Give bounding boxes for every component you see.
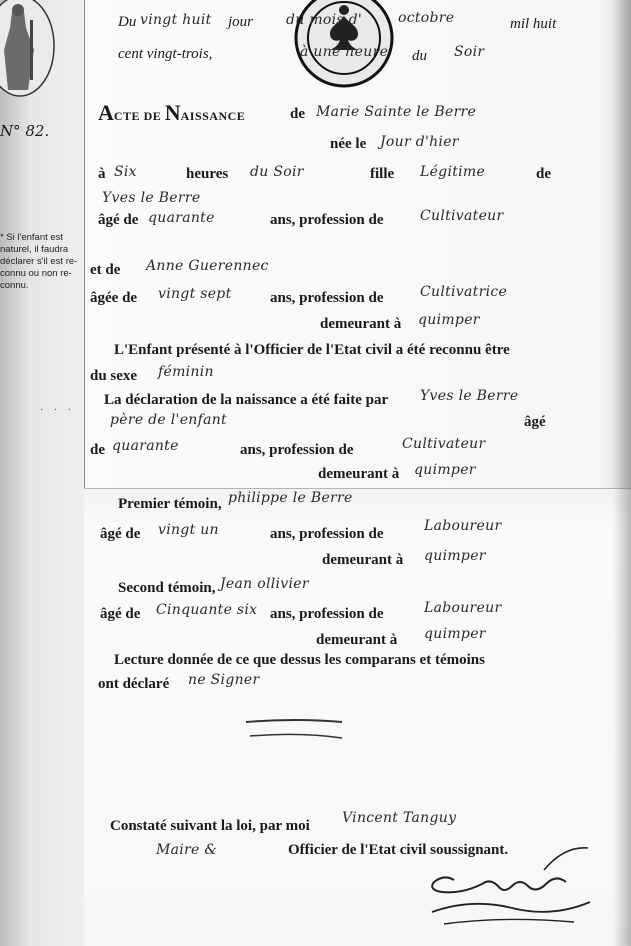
header-cent-vingt-trois: cent vingt-trois,: [118, 46, 213, 62]
mother-age-label: âgée de: [90, 290, 138, 306]
witness1-age-handwritten: vingt un: [158, 522, 219, 538]
witness1-label: Premier témoin,: [118, 496, 222, 512]
acte-a: à: [98, 166, 106, 182]
attested-line2: Officier de l'Etat civil soussignant.: [288, 842, 509, 858]
legitimacy-handwritten: Légitime: [420, 164, 486, 180]
page-seam: [84, 0, 85, 490]
officer-signature-icon: [424, 842, 594, 932]
header-du-mois: du mois d': [286, 12, 363, 28]
witness2-age-label: âgé de: [100, 606, 141, 622]
officer-name-handwritten: Vincent Tanguy: [342, 810, 457, 826]
declarant-residence-label: demeurant à: [318, 466, 400, 482]
declarant-relation-handwritten: père de l'enfant: [110, 412, 227, 428]
reading-line2: ont déclaré: [98, 676, 170, 692]
acte-de2: de: [536, 166, 551, 182]
mother-profession-label: ans, profession de: [270, 290, 384, 306]
header-soir-handwritten: Soir: [454, 44, 485, 60]
margin-footnote: [0, 232, 82, 292]
witness2-profession-label: ans, profession de: [270, 606, 384, 622]
declaration-text: La déclaration de la naissance a été faite par: [104, 392, 389, 408]
mother-profession-handwritten: Cultivatrice: [420, 284, 508, 300]
footnote-line: connu.: [0, 280, 29, 291]
header-month-handwritten: octobre: [398, 10, 455, 26]
svg-text:MAIRIE: [328, 0, 359, 1]
attested-line1: Constaté suivant la loi, par moi: [110, 818, 310, 834]
birth-hour-handwritten: Six: [114, 164, 137, 180]
witness1-profession-handwritten: Laboureur: [424, 518, 502, 534]
birth-period-handwritten: du Soir: [250, 164, 304, 180]
acte-title: ACTE DE NAISSANCE: [98, 100, 246, 125]
declarant-age-handwritten: quarante: [112, 438, 179, 454]
footnote-line: naturel, il faudra: [0, 244, 69, 255]
declarant-residence-handwritten: quimper: [414, 462, 476, 478]
father-age-label: âgé de: [98, 212, 139, 228]
allegorical-emblem-icon: [0, 0, 58, 100]
mother-et-de: et de: [90, 262, 121, 278]
witness2-residence-label: demeurant à: [316, 632, 398, 648]
acte-ne-le: née le: [330, 136, 367, 152]
acte-fille: fille: [370, 166, 395, 182]
child-name-handwritten: Marie Sainte le Berre: [316, 104, 477, 120]
witness1-profession-label: ans, profession de: [270, 526, 384, 542]
header-du2: du: [412, 48, 427, 64]
acte-heures: heures: [186, 166, 229, 182]
child-sex-label: du sexe: [90, 368, 138, 384]
mother-age-handwritten: vingt sept: [158, 286, 232, 302]
father-name-handwritten: Yves le Berre: [102, 190, 201, 206]
act-number: N° 82.: [0, 122, 50, 140]
page-edge-shadow: [613, 0, 631, 946]
parents-residence-label: demeurant à: [320, 316, 402, 332]
header-hour-handwritten: à une heure: [300, 44, 389, 60]
witness2-label: Second témoin,: [118, 580, 216, 596]
margin-dots: · · ·: [40, 405, 75, 416]
witness2-residence-handwritten: quimper: [424, 626, 486, 642]
declarant-profession-handwritten: Cultivateur: [402, 436, 486, 452]
witness1-name-handwritten: philippe le Berre: [228, 490, 353, 506]
witness1-age-label: âgé de: [100, 526, 141, 542]
footnote-line: * Si l'enfant est: [0, 232, 64, 243]
parents-residence-handwritten: quimper: [418, 312, 480, 328]
header-du: Du: [118, 14, 137, 30]
witness2-age-handwritten: Cinquante six: [156, 602, 258, 618]
footnote-line: déclarer s'il est re-: [0, 256, 78, 267]
birth-date-handwritten: Jour d'hier: [380, 134, 459, 150]
father-profession-label: ans, profession de: [270, 212, 384, 228]
child-presented-text: L'Enfant présenté à l'Officier de l'Etat civil a été reconnu être: [114, 342, 510, 358]
child-sex-handwritten: féminin: [158, 364, 214, 380]
header-mil-huit: mil huit: [510, 16, 557, 32]
father-age-handwritten: quarante: [148, 210, 215, 226]
witness1-residence-handwritten: quimper: [424, 548, 486, 564]
header-day-handwritten: vingt huit: [140, 12, 212, 28]
declarant-profession-label: ans, profession de: [240, 442, 354, 458]
header-jour: jour: [228, 14, 254, 30]
left-margin-strip: [0, 0, 85, 946]
declarant-name-handwritten: Yves le Berre: [420, 388, 519, 404]
witness1-residence-label: demeurant à: [322, 552, 404, 568]
separator-flourish: [240, 712, 350, 746]
mother-name-handwritten: Anne Guerennec: [146, 258, 269, 274]
footnote-line: connu ou non re-: [0, 268, 72, 279]
officer-role-handwritten: Maire &: [156, 842, 218, 858]
witness2-profession-handwritten: Laboureur: [424, 600, 502, 616]
declarant-age-label: âgé: [524, 414, 546, 430]
declarant-de: de: [90, 442, 105, 458]
declared-handwritten: ne Signer: [188, 672, 260, 688]
father-profession-handwritten: Cultivateur: [420, 208, 504, 224]
acte-de: de: [290, 106, 305, 122]
witness2-name-handwritten: Jean ollivier: [220, 576, 309, 592]
reading-line1: Lecture donnée de ce que dessus les comparans et témoins: [114, 652, 485, 668]
